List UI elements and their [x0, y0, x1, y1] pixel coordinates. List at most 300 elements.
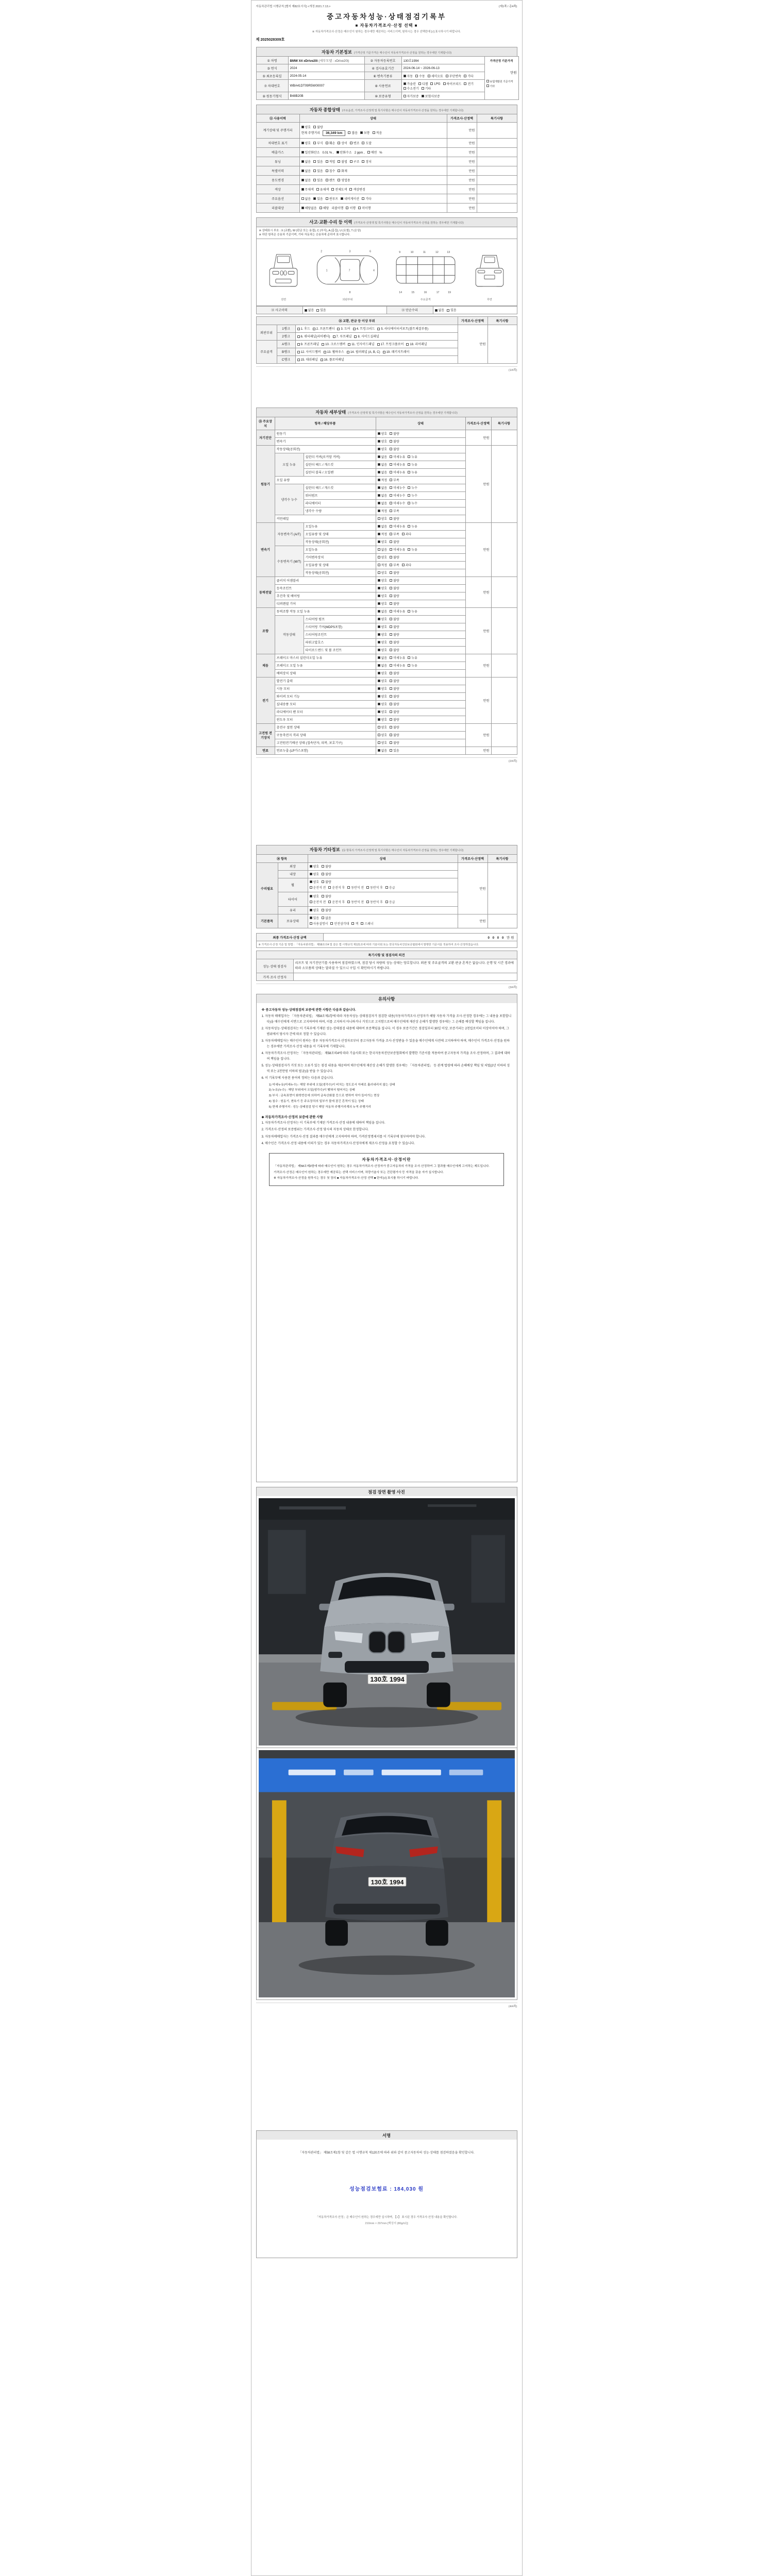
checkbox-option: 불법 [338, 159, 347, 164]
col-major-device: ⑮ 주요장치 [256, 417, 275, 430]
price-cell: 만원 [447, 203, 477, 212]
page-break-marker: (2/4쪽) [256, 757, 517, 763]
svg-text:13: 13 [447, 250, 450, 254]
checkbox-option: 양호 [378, 617, 388, 621]
checkbox-unchecked-icon [378, 734, 380, 736]
checkbox-option: 기타 [464, 74, 474, 78]
checkbox-option: 양호 [310, 894, 320, 899]
price-appraisal-select-note: ※ 자동차가격조사·산정은 매수인이 원하는 경우에만 제공하는 서비스이며, 원하시는 경우 선택란에 [√] 표시하시기 바랍니다. [312, 30, 461, 33]
checkbox-option: 영업용 [338, 178, 350, 182]
checkbox-option: 미세누유 [390, 470, 405, 474]
checkbox-option: 해당 [320, 206, 329, 210]
checkbox-option: 5. 라디에이터서포트(볼트체결부품) [377, 326, 428, 331]
remark-cell [477, 175, 517, 184]
first-reg-label: ⑤ 최초등록일 [256, 72, 288, 80]
sub-group-label: 냉각수 누수 [275, 484, 304, 515]
basic-info-table [256, 56, 519, 100]
checkbox-option: 미세누유 [390, 524, 405, 529]
checkbox-unchecked-icon [346, 207, 348, 209]
item-label: 냉각수 수량 [304, 507, 376, 515]
checkbox-option: 불량 [390, 733, 399, 737]
state-options [376, 662, 465, 669]
checkbox-option: 없음 [378, 524, 388, 529]
detail-row [256, 430, 517, 437]
item-label: 고전원전기배선 상태 (접속단자, 피복, 보호기구) [275, 739, 376, 747]
checkbox-unchecked-icon [390, 695, 392, 698]
checkbox-unchecked-icon [378, 517, 380, 520]
notice-sub-item: 5) 현재 주행거리 : 성능·상태점검 당시 해당 자동차 주행거리계의 누적 주행거리 [268, 1105, 371, 1109]
checkbox-option: 스패너 [361, 921, 373, 926]
checkbox-checked-icon [310, 895, 312, 897]
device-group-label: 자기진단 [256, 430, 275, 445]
checkbox-checked-icon [378, 695, 380, 698]
odometer-reading: 36,349 km [323, 130, 346, 136]
state-options [308, 914, 458, 928]
checkbox-unchecked-icon [447, 309, 449, 312]
checkbox-unchecked-icon [326, 142, 328, 144]
doc-subtitle: ■ 자동차가격조사·산정 선택 ■ [355, 23, 418, 28]
checkbox-unchecked-icon [390, 548, 392, 551]
state-options [376, 584, 465, 592]
accident-history-label: ⑫ 사고이력 [256, 306, 303, 314]
page-break-marker: (1/4쪽) [256, 366, 517, 372]
state-options [376, 577, 465, 584]
checkbox-option: 불량 [313, 125, 323, 129]
checkbox-option: 양호 [378, 447, 388, 451]
svg-text:15: 15 [411, 291, 414, 294]
checkbox-option: 불량 [390, 671, 399, 675]
state-options [376, 553, 465, 561]
diagram-caption: 외판부위 [342, 298, 353, 301]
checkbox-checked-icon [378, 710, 380, 713]
item-label: 라디에이터 팬 모터 [275, 708, 376, 716]
checkbox-checked-icon [301, 151, 304, 154]
checkbox-unchecked-icon [321, 359, 323, 361]
checkbox-checked-icon [378, 479, 380, 481]
price-cell: 만원 [447, 157, 477, 166]
item-label: 스티어링조인트 [304, 631, 376, 638]
checkbox-checked-icon [378, 718, 380, 721]
col-usage-history: ⑪ 사용이력 [256, 114, 299, 123]
checkbox-unchecked-icon [408, 502, 410, 504]
rank-label: 1랭크 [277, 325, 295, 332]
checkbox-unchecked-icon [297, 359, 300, 361]
overall-title-text: 자동차 종합상태 [309, 107, 340, 112]
item-label: 연료누출 (LP가스포함) [275, 747, 376, 754]
item-label: 원동기 [275, 430, 376, 437]
checkbox-option: 화재 [338, 168, 347, 173]
checkbox-unchecked-icon [313, 142, 316, 144]
price-notice-item: 1. 자동차가격조사·산정자는 이 기록부에 기재된 가격조사·산정 내용에 대하여 책임을 집니다. [261, 1121, 385, 1125]
engine-value: B48B20B [288, 92, 364, 100]
checkbox-option: 안전삼각대 [330, 921, 349, 926]
checkbox-unchecked-icon [313, 179, 316, 181]
item-label: 휠 [278, 878, 308, 892]
checkbox-checked-icon [313, 197, 316, 200]
checkbox-unchecked-icon [347, 886, 350, 889]
checkbox-checked-icon [378, 664, 380, 667]
notices-intro: ※ 중고자동차 성능·상태점검의 보증에 관한 사항은 다음과 같습니다. [261, 1008, 356, 1012]
remark-cell [491, 445, 517, 522]
checkbox-option: 양호 [378, 640, 388, 645]
table-row [256, 57, 518, 64]
price-cell: 만원 [447, 166, 477, 175]
checkbox-option: 훼손 [326, 141, 335, 145]
photos-title-text: 점검 장면 촬영 사진 [368, 1489, 405, 1495]
sub-group-label: 자동변속기 (A/T) [275, 522, 304, 546]
checkbox-option: 17. 트렁크플로어 [377, 342, 404, 346]
checkbox-option: 양호 [378, 586, 388, 590]
table-row [256, 72, 518, 80]
detail-row [256, 522, 517, 530]
checkbox-option: 6. 쿼터패널(리어펜더) [297, 334, 330, 338]
checkbox-unchecked-icon [362, 197, 364, 200]
checkbox-checked-icon [378, 680, 380, 682]
price-appraisal-definition-box [269, 1153, 504, 1187]
checkbox-option: 적정 [378, 563, 388, 567]
checkbox-unchecked-icon [390, 525, 392, 528]
checkbox-unchecked-icon [390, 517, 392, 520]
checkbox-option: 불량 [390, 740, 399, 745]
remark-cell [477, 123, 517, 139]
svg-text:19: 19 [447, 291, 451, 294]
checkbox-option: 적법 [326, 159, 335, 164]
checkbox-checked-icon [310, 909, 312, 911]
checkbox-checked-icon [378, 448, 380, 450]
checkbox-unchecked-icon [390, 633, 392, 636]
checkbox-option: 운전석 후 [328, 900, 345, 904]
form-reference: 자동차관리법 시행규칙 [별지 제82호서식] <개정 2021.7.13.> [256, 5, 331, 8]
overall-status-table [256, 114, 517, 213]
checkbox-option: 13. 휠하우스 [324, 349, 344, 354]
state-options [376, 561, 465, 569]
checkbox-option: 해당없음 [301, 206, 317, 210]
item-label: 윈도우 모터 [275, 716, 376, 723]
checkbox-checked-icon [422, 95, 424, 97]
checkbox-option: 양호 [378, 679, 388, 683]
state-options [376, 669, 465, 677]
notice-item: 1. 자동차 매매업자는 「자동차관리법」 제58조제1항에 따라 자동차성능·상태점검자가 점검한 내용(자동차가격조사·산정자가 해당 자동차 가격을 조사·산정한 경우에는 그 내용을 포함합니다)을 매수인에게 서면으로 고지하여야 하며, 이를 고지하지 아니하거나 거짓으로 고지함으로써 매수인에게 재산상 손해가 발생한 경우에는 그 손해를 배상할 책임을 집니다. [261, 1015, 512, 1024]
checkbox-unchecked-icon [390, 718, 392, 721]
checkbox-unchecked-icon [390, 726, 392, 728]
item-label: 오일유량 및 상태 [304, 561, 376, 569]
sub-group-label: 오일 누유 [275, 453, 304, 476]
svg-text:7: 7 [348, 269, 350, 273]
checkbox-option: 보험개발원 기준가격 [486, 80, 517, 84]
checkbox-unchecked-icon [390, 680, 392, 682]
checkbox-option: 불량 [390, 586, 399, 590]
state-text: 0.01 % , [322, 151, 334, 155]
checkbox-option: 있음 [313, 178, 323, 182]
col-appraisal-amount: 가격조사·산정액 [465, 417, 491, 430]
checkbox-option: 없음 [378, 748, 388, 753]
state-options [376, 739, 465, 747]
checkbox-checked-icon [378, 494, 380, 497]
checkbox-unchecked-icon [390, 641, 392, 643]
accident-title-text: 사고·교환·수리 등 이력 [309, 219, 352, 225]
checkbox-option: 있음 [447, 308, 457, 312]
detail-status-table [256, 417, 517, 755]
checkbox-option: 3. 도어 [337, 326, 350, 331]
checkbox-checked-icon [341, 197, 343, 200]
checkbox-unchecked-icon [347, 351, 349, 353]
car-damage-diagrams [256, 239, 517, 306]
rank-label: A랭크 [277, 340, 295, 348]
detail-row [256, 677, 517, 685]
col-remarks: 특기사항 [477, 114, 517, 123]
other-row [256, 862, 517, 870]
panel-items [295, 355, 458, 363]
checkbox-checked-icon [378, 463, 380, 466]
state-options [376, 476, 465, 484]
opinion-row [256, 959, 517, 973]
checkbox-unchecked-icon [322, 895, 324, 897]
form-reference-row [256, 4, 517, 8]
checkbox-option: 미세누유 [390, 547, 405, 552]
car-name-label: ① 차명 [256, 57, 288, 64]
engine-label: ⑨ 원동기형식 [256, 92, 288, 100]
checkbox-option: 적정 [378, 509, 388, 513]
fuel-options [401, 80, 484, 92]
notice-item: 6. 이 기록부에 사용된 용어의 정의는 다음과 같습니다. [261, 1077, 334, 1080]
checkbox-option: 양호 [378, 694, 388, 699]
basic-title-note: (가격산정 기준가격은 매수인이 자동차가격조사·산정을 원하는 경우에만 기재합니다) [354, 51, 452, 55]
checkbox-option: 없음 [301, 159, 311, 164]
exchange-parts-table [256, 316, 517, 364]
section-title-photos [256, 1487, 517, 1496]
col-state: 상태 [308, 854, 458, 862]
svg-text:8: 8 [349, 291, 351, 294]
price-cell: 만원 [458, 914, 488, 928]
checkbox-option: 10. 크로스멤버 [322, 342, 345, 346]
col-remarks: 특기사항 [488, 316, 517, 325]
price-cell: 만원 [458, 862, 488, 914]
state-text: 2 ppm , [354, 151, 365, 155]
checkbox-checked-icon [404, 82, 406, 85]
inspection-photo-front [256, 1496, 517, 1748]
checkbox-checked-icon [378, 610, 380, 613]
state-options [376, 468, 465, 476]
state-cell [299, 166, 447, 175]
checkbox-checked-icon [378, 649, 380, 651]
checkbox-option: 과다 [402, 532, 412, 536]
price-base-unit: 만원 [510, 71, 517, 75]
opinions-header: 특기사항 및 점검자의 의견 [256, 951, 517, 959]
checkbox-option: 양호 [301, 125, 311, 129]
checkbox-option: 불량 [322, 864, 331, 869]
item-label: 타이어 [278, 892, 308, 907]
checkbox-option: 불량 [390, 679, 399, 683]
panel-items [295, 325, 458, 332]
overall-row [256, 166, 517, 175]
item-label: 기어변속장치 [304, 553, 376, 561]
checkbox-unchecked-icon [390, 540, 392, 543]
checkbox-option: 미세누유 [390, 655, 405, 660]
accident-title-note: (가격조사·산정액 및 특기사항은 매수인이 자동차가격조사·산정을 원하는 경우에만 기재합니다) [354, 222, 464, 225]
checkbox-option: 누유 [408, 462, 417, 467]
checkbox-option: 4. 트렁크리드 [353, 326, 375, 331]
checkbox-checked-icon [378, 687, 380, 690]
checkbox-option: 사용설명서 [310, 921, 328, 926]
checkbox-option: 운전석 전 [310, 900, 326, 904]
checkbox-option: 양호 [378, 624, 388, 629]
checkbox-unchecked-icon [390, 625, 392, 628]
checkbox-option: 동반석 후 [366, 900, 383, 904]
other-title-note: (⑯ 항목의 가격조사·산정액 및 특기사항은 매수인이 자동차가격조사·산정을 원하는 경우에만 기재합니다) [342, 849, 464, 852]
checkbox-option: 양호 [378, 570, 388, 575]
checkbox-unchecked-icon [373, 131, 375, 134]
checkbox-option: 자가보증 [404, 94, 419, 98]
checkbox-option: 불량 [390, 447, 399, 451]
remark-cell [491, 747, 517, 754]
table-row [256, 92, 518, 100]
checkbox-unchecked-icon [316, 188, 319, 191]
checkbox-option: 렌트 [326, 178, 335, 182]
detail-row [256, 654, 517, 662]
checkbox-unchecked-icon [328, 886, 331, 889]
checkbox-option: 불량 [322, 894, 331, 899]
checkbox-option: 동반석 전 [347, 885, 364, 890]
car-diagram-front [262, 243, 305, 301]
remark-cell [488, 862, 517, 914]
price-cell: 만원 [465, 430, 491, 445]
notices-body-box [256, 1003, 517, 1482]
state-options [376, 731, 465, 739]
final-amount-digits: 0 0 0 0 [488, 936, 505, 940]
price-cell: 만원 [447, 123, 477, 139]
checkbox-unchecked-icon [486, 80, 489, 82]
warranty-options [401, 92, 484, 100]
checkbox-option: 부족 [390, 563, 399, 567]
checkbox-checked-icon [337, 151, 339, 154]
checkbox-checked-icon [378, 595, 380, 597]
checkbox-option: 미세누수 [390, 485, 405, 490]
checkbox-option: 유채색 [316, 187, 329, 192]
state-options [308, 878, 458, 892]
checkbox-unchecked-icon [464, 82, 466, 85]
checkbox-option: 양호 [301, 141, 311, 145]
item-label: 내장 [278, 870, 308, 878]
remark-cell [491, 522, 517, 577]
item-label: 브레이크 마스터 실린더오일 누유 [275, 654, 376, 662]
notice-sub-item: 3) 부식 : 금속표면이 화학반응에 의하여 금속산화물 등으로 변하여 삭아 들어가는 현상 [268, 1094, 380, 1098]
checkbox-unchecked-icon [408, 486, 410, 489]
device-group-label: 변속기 [256, 522, 275, 577]
price-cell: 만원 [447, 184, 477, 194]
section-title-notices [256, 994, 517, 1003]
checkbox-option: 미세누유 [390, 454, 405, 459]
diagram-caption: 주요골격 [420, 298, 431, 301]
item-label: 외장 [278, 862, 308, 870]
final-amount-unit: 만원 [507, 936, 515, 940]
table-header-row [256, 951, 517, 959]
year-value: 2024 [288, 64, 364, 72]
checkbox-option: 응급 [385, 885, 395, 890]
checkbox-unchecked-icon [390, 479, 392, 481]
checkbox-unchecked-icon [464, 75, 466, 77]
checkbox-unchecked-icon [390, 571, 392, 574]
usage-item-label: 용도변경 [256, 175, 299, 184]
section-notices [256, 994, 517, 1482]
checkbox-checked-icon [378, 579, 380, 582]
checkbox-unchecked-icon [297, 351, 300, 353]
checkbox-unchecked-icon [353, 328, 356, 330]
checkbox-unchecked-icon [390, 579, 392, 582]
item-label: 충전구 절연 상태 [275, 723, 376, 731]
checkbox-option: 양호 [378, 555, 388, 560]
checkbox-option: 구조 [350, 159, 360, 164]
state-options [376, 685, 465, 692]
checkbox-unchecked-icon [390, 502, 392, 504]
item-label: 와이퍼 모터 기능 [275, 692, 376, 700]
panel-items [295, 332, 458, 340]
checkbox-option: 누유 [408, 547, 417, 552]
state-options [376, 453, 465, 461]
checkbox-unchecked-icon [402, 564, 405, 566]
paper-spec-note: 210mm × 297mm [백상지 (80g/㎡)] [365, 2222, 408, 2226]
signature-area [256, 2140, 517, 2258]
checkbox-checked-icon [378, 618, 380, 620]
checkbox-option: 있음 [313, 159, 323, 164]
transmission-label: ⑥ 변속기종류 [364, 72, 401, 80]
svg-text:9: 9 [398, 250, 400, 254]
checkbox-unchecked-icon [378, 571, 380, 574]
item-label: 파워고압호스 [304, 638, 376, 646]
notices-title-text: 유의사항 [378, 996, 395, 1002]
checkbox-unchecked-icon [350, 142, 352, 144]
checkbox-unchecked-icon [408, 463, 410, 466]
checkbox-unchecked-icon [390, 448, 392, 450]
checkbox-unchecked-icon [351, 922, 354, 925]
checkbox-unchecked-icon [390, 494, 392, 497]
appraisal-method-note: ※ 가격조사·산정 기준 및 방법 : 「자동차관리법」 제58조의4 및 같은 법 시행규칙 제121조에 따라 기술사회 또는 한국자동차진단보증협회에서 발행한 기준서를 적용하여 조사·산정하였습니다. [256, 941, 517, 948]
col-remarks: 특기사항 [488, 854, 517, 862]
checkbox-unchecked-icon [390, 595, 392, 597]
price-notice-item: 3. 자동차매매업자는 가격조사·산정 결과를 매수인에게 고지하여야 하며, 가격산정명세서를 이 기록부에 첨부하여야 합니다. [261, 1135, 426, 1139]
item-label: 스티어링 펌프 [304, 615, 376, 623]
legend-codes: ※ 상태표시 부호 : X (교환), W (판금 또는 용접), C (부식), A (흠집), U (요철), T (손상) [259, 229, 361, 232]
notice-item: 3. 자동차매매업자는 매수인이 원하는 경우 자동차가격조사·산정자로부터 중고자동차 가격을 조사·산정받을 수 있음을 매수인에게 사전에 고지하여야 하며, 매수인이 가격조사·산정을 원하는 경우에만 가격조사·산정 내용을 이 기록부에 기재합니다. [261, 1040, 510, 1048]
state-text: 리콜이행 [331, 207, 344, 210]
checkbox-unchecked-icon [418, 82, 421, 85]
checkbox-option: 누수 [408, 501, 417, 505]
repair-need-group-label: 수리필요 [256, 862, 278, 914]
table-header-row [256, 316, 517, 325]
checkbox-unchecked-icon [385, 901, 388, 903]
signature-title-text: 서명 [382, 2132, 391, 2138]
checkbox-option: 운전석 전 [310, 885, 326, 890]
checkbox-unchecked-icon [390, 602, 392, 605]
checkbox-unchecked-icon [378, 548, 380, 551]
checkbox-checked-icon [378, 703, 380, 705]
table-row [256, 64, 518, 72]
item-label: 실내송풍 모터 [275, 700, 376, 708]
checkbox-option: 불량 [390, 601, 399, 606]
checkbox-option: 없음 [378, 493, 388, 498]
checkbox-unchecked-icon [354, 335, 357, 338]
item-label: 실린더 커버(로커암 커버) [304, 453, 376, 461]
checkbox-unchecked-icon [367, 151, 370, 154]
notice-item: 5. 성능·상태점검자가 거짓 또는 오류가 있는 점검 내용을 제공하여 매수인에게 재산상 손해가 발생한 경우에는 「자동차관리법」 등 관계 법령에 따라 손해배상 책임 및 처벌(2년 이하의 징역 또는 2천만원 이하의 벌금)을 받을 수 있습니다. [261, 1064, 510, 1073]
checkbox-unchecked-icon [324, 351, 326, 353]
item-label: 디퍼렌셜 기어 [275, 600, 376, 607]
remark-cell [477, 147, 517, 157]
checkbox-option: 누유 [408, 524, 417, 529]
state-options [376, 499, 465, 507]
checkbox-option: 불량 [390, 431, 399, 436]
checkbox-unchecked-icon [390, 564, 392, 566]
checkbox-checked-icon [301, 179, 304, 181]
